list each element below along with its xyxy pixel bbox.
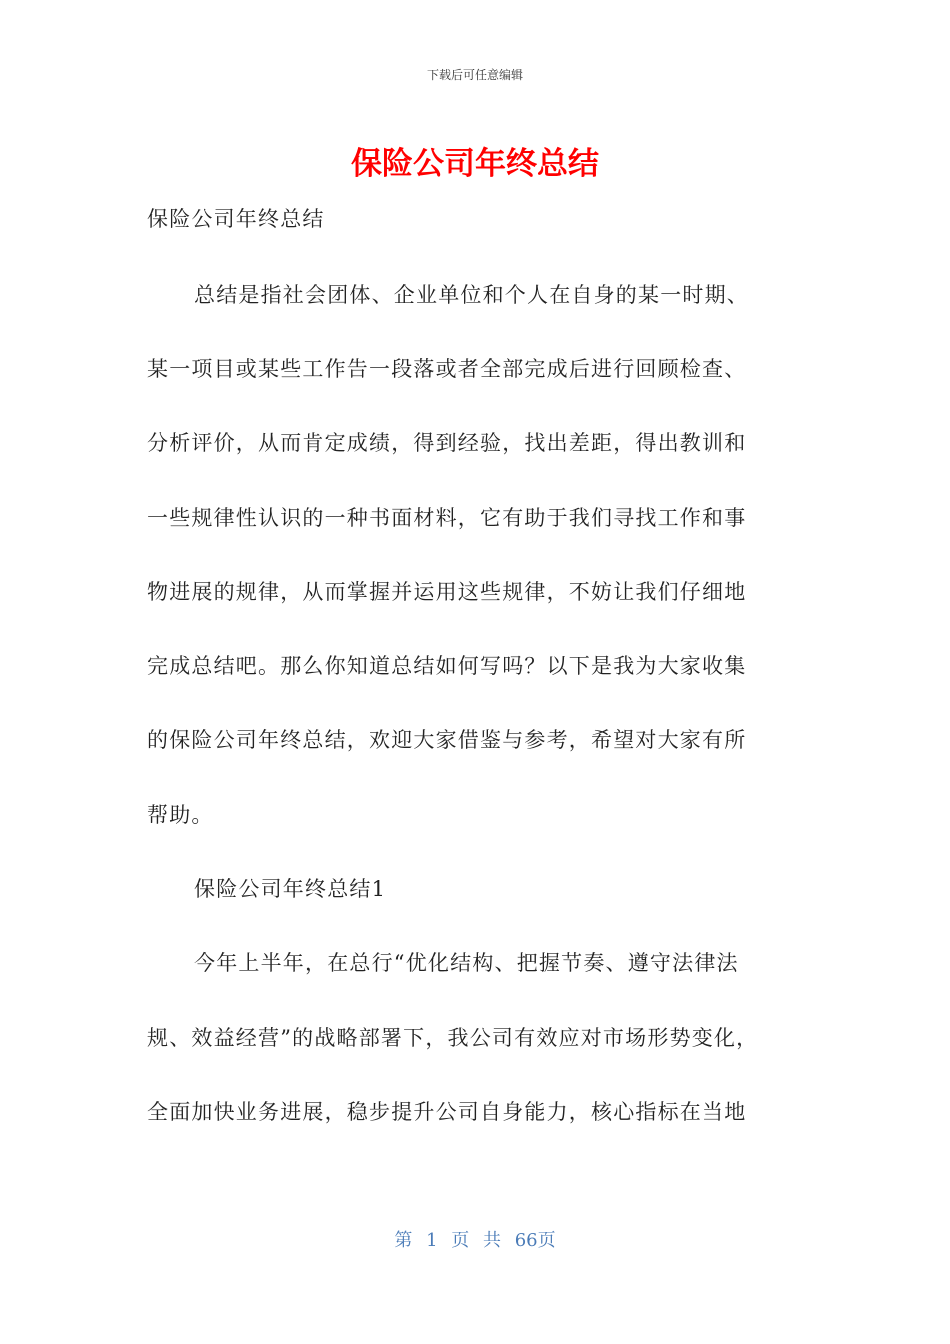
paragraph-line: 总结是指社会团体、企业单位和个人在自身的某一时期、 [194, 283, 749, 307]
paragraph-line: 某一项目或某些工作告一段落或者全部完成后进行回顾检查、 [147, 357, 747, 381]
paragraph-line: 完成总结吧。那么你知道总结如何写吗？以下是我为大家收集 [147, 654, 747, 678]
paragraph-line: 今年上半年，在总行“优化结构、把握节奏、遵守法律法 [194, 951, 739, 975]
paragraph-line: 帮助。 [147, 803, 214, 827]
paragraph-line: 的保险公司年终总结，欢迎大家借鉴与参考，希望对大家有所 [147, 728, 747, 752]
paragraph-line: 物进展的规律，从而掌握并运用这些规律，不妨让我们仔细地 [147, 580, 747, 604]
paragraph-line: 一些规律性认识的一种书面材料，它有助于我们寻找工作和事 [147, 506, 747, 530]
page-header-note: 下载后可任意编辑 [426, 68, 523, 82]
paragraph-line: 全面加快业务进展，稳步提升公司自身能力，核心指标在当地 [147, 1100, 747, 1124]
section-heading: 保险公司年终总结1 [194, 877, 387, 901]
subtitle-line: 保险公司年终总结 [147, 207, 325, 231]
document-title: 保险公司年终总结 [351, 146, 599, 182]
page-number-footer: 第 1 页 共 66页 [394, 1230, 556, 1251]
paragraph-line: 规、效益经营”的战略部署下，我公司有效应对市场形势变化， [147, 1026, 759, 1050]
paragraph-line: 分析评价，从而肯定成绩，得到经验，找出差距，得出教训和 [147, 431, 747, 455]
